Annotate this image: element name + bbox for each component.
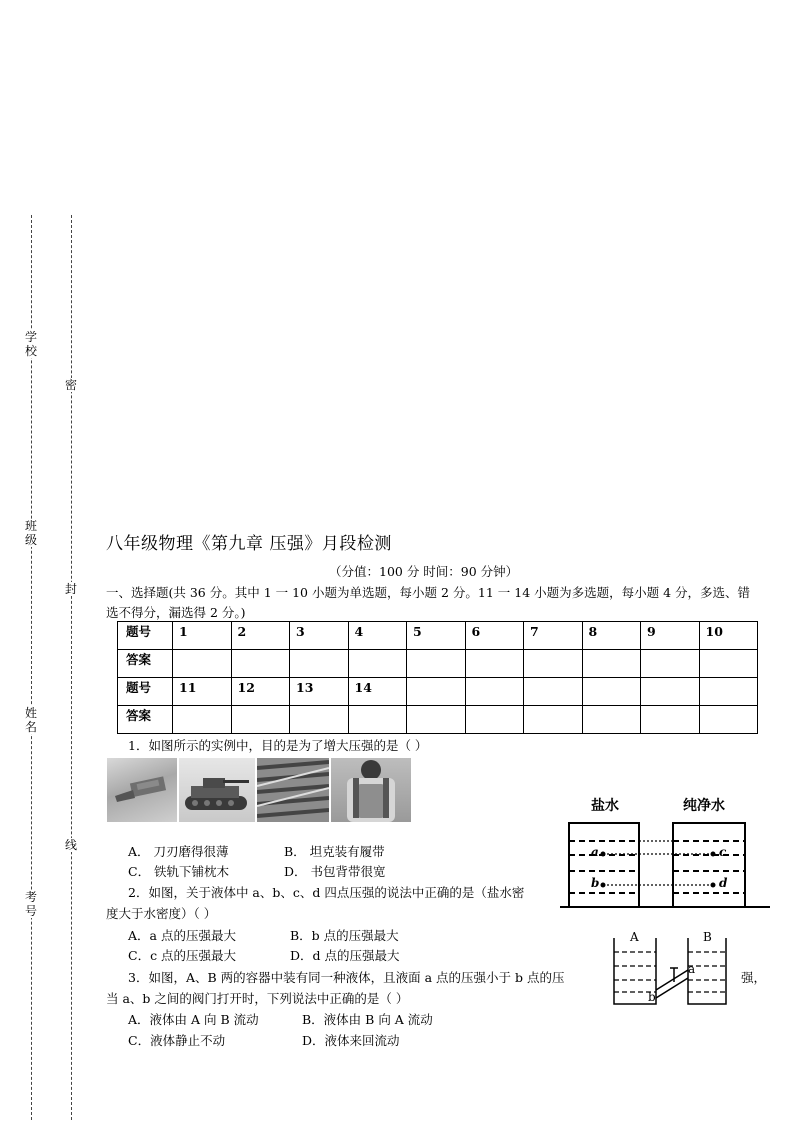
table-cell: 11 (173, 678, 232, 706)
answer-table (117, 621, 758, 734)
question-1-text: 1．如图所示的实例中，目的是为了增大压强的是（ ） (128, 738, 428, 753)
table-cell: 3 (290, 622, 349, 650)
purewater-label: 纯净水 (683, 798, 725, 814)
question-3-text-tail: 强， (741, 970, 767, 985)
railway-icon (257, 758, 329, 822)
table-cell: 14 (348, 678, 407, 706)
knife-icon (107, 758, 177, 822)
exam-no-char-2: 号 (24, 904, 37, 918)
answer-cell[interactable] (641, 706, 700, 734)
table-cell: 13 (290, 678, 349, 706)
point-d-label: d (719, 876, 728, 890)
table-cell: 4 (348, 622, 407, 650)
class-char-1: 班 (24, 519, 37, 533)
q3-option-a[interactable]: A．液体由 A 向 B 流动 (128, 1012, 259, 1027)
answer-cell[interactable] (173, 706, 232, 734)
point-a-label: a (591, 845, 599, 859)
school-char-1: 学 (24, 330, 37, 344)
page-title: 八年级物理《第九章 压强》月段检测 (106, 534, 392, 554)
answer-cell[interactable] (641, 650, 700, 678)
question-2-text-line2: 度大于水密度）（ ） (106, 906, 217, 921)
seal-mi: 密 (64, 378, 77, 392)
q2-option-c[interactable]: C．c 点的压强最大 (128, 948, 237, 963)
section-instructions: 一、选择题(共 36 分。其中 1 一 10 小题为单选题，每小题 2 分。11 一 14 小题为多选题，每小题 4 分，多选、错选不得分，漏选得 2 分。) (106, 585, 751, 620)
q2-option-d[interactable]: D．d 点的压强最大 (290, 948, 400, 963)
answer-cell[interactable] (582, 706, 641, 734)
table-cell: 2 (231, 622, 290, 650)
exam-no-char-1: 考 (24, 890, 37, 904)
table-cell: 9 (641, 622, 700, 650)
container-a-label: A (630, 930, 639, 944)
exam-no-label (24, 890, 38, 918)
answer-cell[interactable] (290, 650, 349, 678)
q3-option-d[interactable]: D．液体来回流动 (302, 1033, 400, 1048)
answer-cell[interactable] (407, 650, 466, 678)
question-3-text-line1: 3．如图，A、B 两的容器中装有同一种液体，且液面 a 点的压强小于 b 点的压 (128, 970, 565, 985)
seal-feng: 封 (64, 582, 77, 596)
q3-option-b[interactable]: B．液体由 B 向 A 流动 (302, 1012, 433, 1027)
table-cell: 6 (465, 622, 524, 650)
table-cell: 12 (231, 678, 290, 706)
answer-cell[interactable] (465, 650, 524, 678)
table-cell (465, 678, 524, 706)
backpack-icon (331, 758, 411, 822)
name-label (24, 706, 38, 734)
q3-option-c[interactable]: C．液体静止不动 (128, 1033, 226, 1048)
binding-line-inner (71, 215, 72, 1120)
q2-figure (555, 795, 775, 915)
tank-photo (179, 758, 255, 822)
q1-option-c[interactable]: C． 铁轨下铺枕木 (128, 864, 230, 879)
container-b-label: B (703, 930, 712, 944)
answer-cell[interactable] (231, 706, 290, 734)
answer-cell[interactable] (348, 650, 407, 678)
answer-cell[interactable] (699, 650, 758, 678)
table-row (118, 650, 758, 678)
containers-diagram (555, 795, 775, 915)
saltwater-label: 盐水 (591, 798, 619, 814)
table-row (118, 678, 758, 706)
table-cell: 题号 (118, 678, 173, 706)
seal-xian: 线 (64, 838, 77, 852)
question-2-text-line1: 2．如图，关于液体中 a、b、c、d 四点压强的说法中正确的是（盐水密 (128, 885, 525, 900)
table-row (118, 622, 758, 650)
backpack-photo (331, 758, 411, 822)
table-cell: 8 (582, 622, 641, 650)
class-char-2: 级 (24, 533, 37, 547)
answer-cell[interactable] (582, 650, 641, 678)
answer-cell[interactable] (407, 706, 466, 734)
table-cell: 1 (173, 622, 232, 650)
tank-icon (179, 758, 255, 822)
point-c-label: c (719, 845, 727, 859)
valve-point-a: a (688, 962, 696, 976)
table-cell: 5 (407, 622, 466, 650)
answer-cell[interactable] (524, 706, 583, 734)
table-cell: 答案 (118, 706, 173, 734)
question-3-text-line2: 当 a、b 之间的阀门打开时，下列说法中正确的是（ ） (106, 991, 409, 1006)
answer-cell[interactable] (699, 706, 758, 734)
answer-cell[interactable] (231, 650, 290, 678)
knife-photo (107, 758, 177, 822)
answer-cell[interactable] (173, 650, 232, 678)
answer-cell[interactable] (348, 706, 407, 734)
q2-option-a[interactable]: A．a 点的压强最大 (128, 928, 236, 943)
q3-figure (608, 928, 738, 1008)
answer-cell[interactable] (290, 706, 349, 734)
railway-photo (257, 758, 329, 822)
table-cell: 题号 (118, 622, 173, 650)
valve-point-b: b (648, 990, 656, 1004)
school-char-2: 校 (24, 344, 37, 358)
answer-cell[interactable] (465, 706, 524, 734)
table-row (118, 706, 758, 734)
table-cell (524, 678, 583, 706)
table-cell: 10 (699, 622, 758, 650)
table-cell (699, 678, 758, 706)
q1-option-b[interactable]: B． 坦克装有履带 (284, 844, 385, 859)
name-char-2: 名 (24, 720, 37, 734)
table-cell: 7 (524, 622, 583, 650)
q1-option-a[interactable]: A． 刀刃磨得很薄 (128, 844, 229, 859)
class-label (24, 519, 38, 547)
table-cell (641, 678, 700, 706)
school-label (24, 330, 38, 358)
answer-cell[interactable] (524, 650, 583, 678)
point-b-label: b (591, 876, 600, 890)
table-cell (582, 678, 641, 706)
q1-option-d[interactable]: D． 书包背带很宽 (284, 864, 386, 879)
table-cell: 答案 (118, 650, 173, 678)
table-cell (407, 678, 466, 706)
q2-option-b[interactable]: B．b 点的压强最大 (290, 928, 399, 943)
valve-diagram (608, 928, 738, 1008)
score-time-subtitle: （分值：100 分 时间：90 分钟） (329, 564, 519, 579)
name-char-1: 姓 (24, 706, 37, 720)
